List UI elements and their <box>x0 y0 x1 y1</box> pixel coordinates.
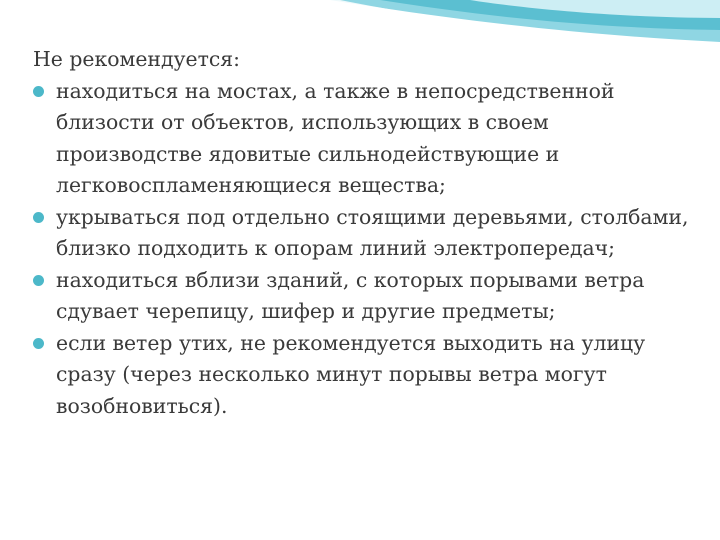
bullet-icon <box>33 86 44 97</box>
bullet-icon <box>33 275 44 286</box>
list-item <box>30 328 690 423</box>
bullet-icon <box>33 338 44 349</box>
list-item-text: находиться вблизи зданий, с которых порывами ветра сдувает черепицу, шифер и другие предметы; <box>56 267 645 323</box>
slide-heading: Не рекомендуется: <box>33 47 241 71</box>
list-item-text: находиться на мостах, а также в непосредственной близости от объектов, использующих в своем производстве ядовитые сильнодействующие и легковоспламеняющиеся вещества; <box>56 78 615 197</box>
list-item-text: если ветер утих, не рекомендуется выходить на улицу сразу (через несколько минут порывы ветра могут возобновиться). <box>56 330 646 418</box>
bullet-icon <box>33 212 44 223</box>
list-item <box>30 265 690 328</box>
list-item <box>30 76 690 202</box>
content-area <box>30 44 690 422</box>
bullet-list <box>30 76 690 423</box>
list-item <box>30 202 690 265</box>
list-item-text: укрываться под отдельно стоящими деревьями, столбами, близко подходить к опорам линий электропередач; <box>56 204 689 260</box>
